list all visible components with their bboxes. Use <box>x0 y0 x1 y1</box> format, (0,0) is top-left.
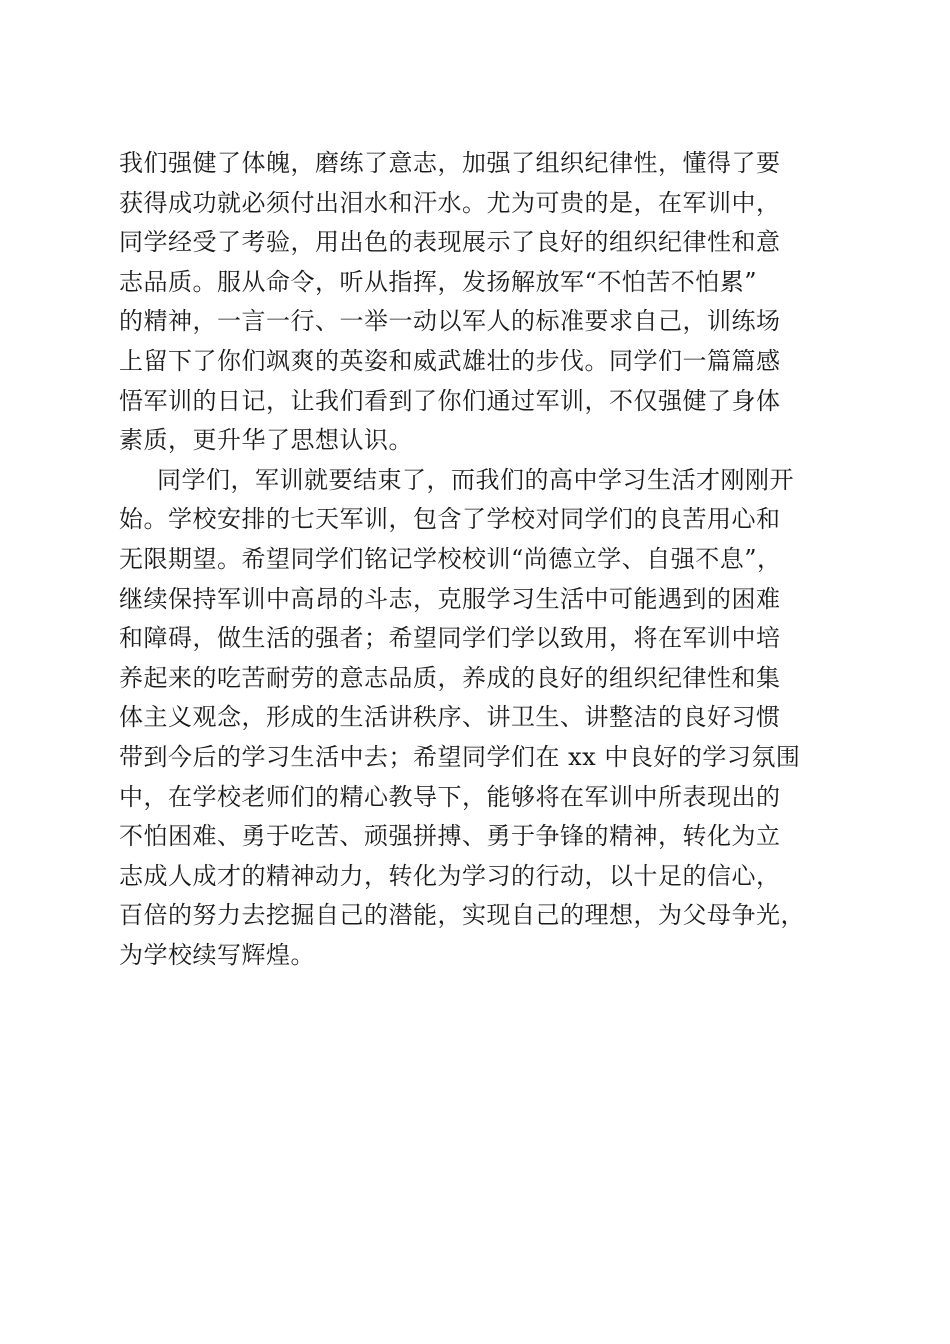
text-line: 获得成功就必须付出泪水和汗水。尤为可贵的是，在军训中， <box>119 188 781 217</box>
paragraph-first-line: 同学们，军训就要结束了，而我们的高中学习生活才刚刚开 <box>157 465 794 494</box>
text-line: 体主义观念，形成的生活讲秩序、讲卫生、讲整洁的良好习惯 <box>119 703 781 732</box>
text-line: 同学经受了考验，用出色的表现展示了良好的组织纪律性和意 <box>119 228 781 257</box>
text-line: 为学校续写辉煌。 <box>119 940 315 969</box>
text-line: 始。学校安排的七天军训，包含了学校对同学们的良苦用心和 <box>119 505 781 534</box>
text-line: 我们强健了体魄，磨练了意志，加强了组织纪律性，懂得了要 <box>119 149 781 177</box>
text-line: 无限期望。希望同学们铭记学校校训“尚德立学、自强不息”， <box>119 544 782 573</box>
text-line: 百倍的努力去挖掘自己的潜能，实现自己的理想，为父母争光， <box>119 901 805 930</box>
text-line: 素质，更升华了思想认识。 <box>119 426 413 455</box>
text-line: 继续保持军训中高昂的斗志，克服学习生活中可能遇到的困难 <box>119 584 781 613</box>
text-line: 的精神，一言一行、一举一动以军人的标准要求自己，训练场 <box>119 307 781 336</box>
text-line: 悟军训的日记，让我们看到了你们通过军训，不仅强健了身体 <box>119 386 781 415</box>
text-line: 上留下了你们飒爽的英姿和威武雄壮的步伐。同学们一篇篇感 <box>119 346 781 375</box>
text-line: 志成人成才的精神动力，转化为学习的行动，以十足的信心， <box>119 861 781 890</box>
text-line: 不怕困难、勇于吃苦、顽强拼搏、勇于争锋的精神，转化为立 <box>119 822 781 851</box>
document-body <box>119 144 831 975</box>
text-line: 带到今后的学习生活中去；希望同学们在 xx 中良好的学习氛围 <box>119 742 801 771</box>
text-line: 养起来的吃苦耐劳的意志品质，养成的良好的组织纪律性和集 <box>119 663 781 692</box>
text-line: 志品质。服从命令，听从指挥，发扬解放军“不怕苦不怕累” <box>119 267 758 296</box>
text-line: 中，在学校老师们的精心教导下，能够将在军训中所表现出的 <box>119 782 781 811</box>
text-line: 和障碍，做生活的强者；希望同学们学以致用，将在军训中培 <box>119 624 781 653</box>
